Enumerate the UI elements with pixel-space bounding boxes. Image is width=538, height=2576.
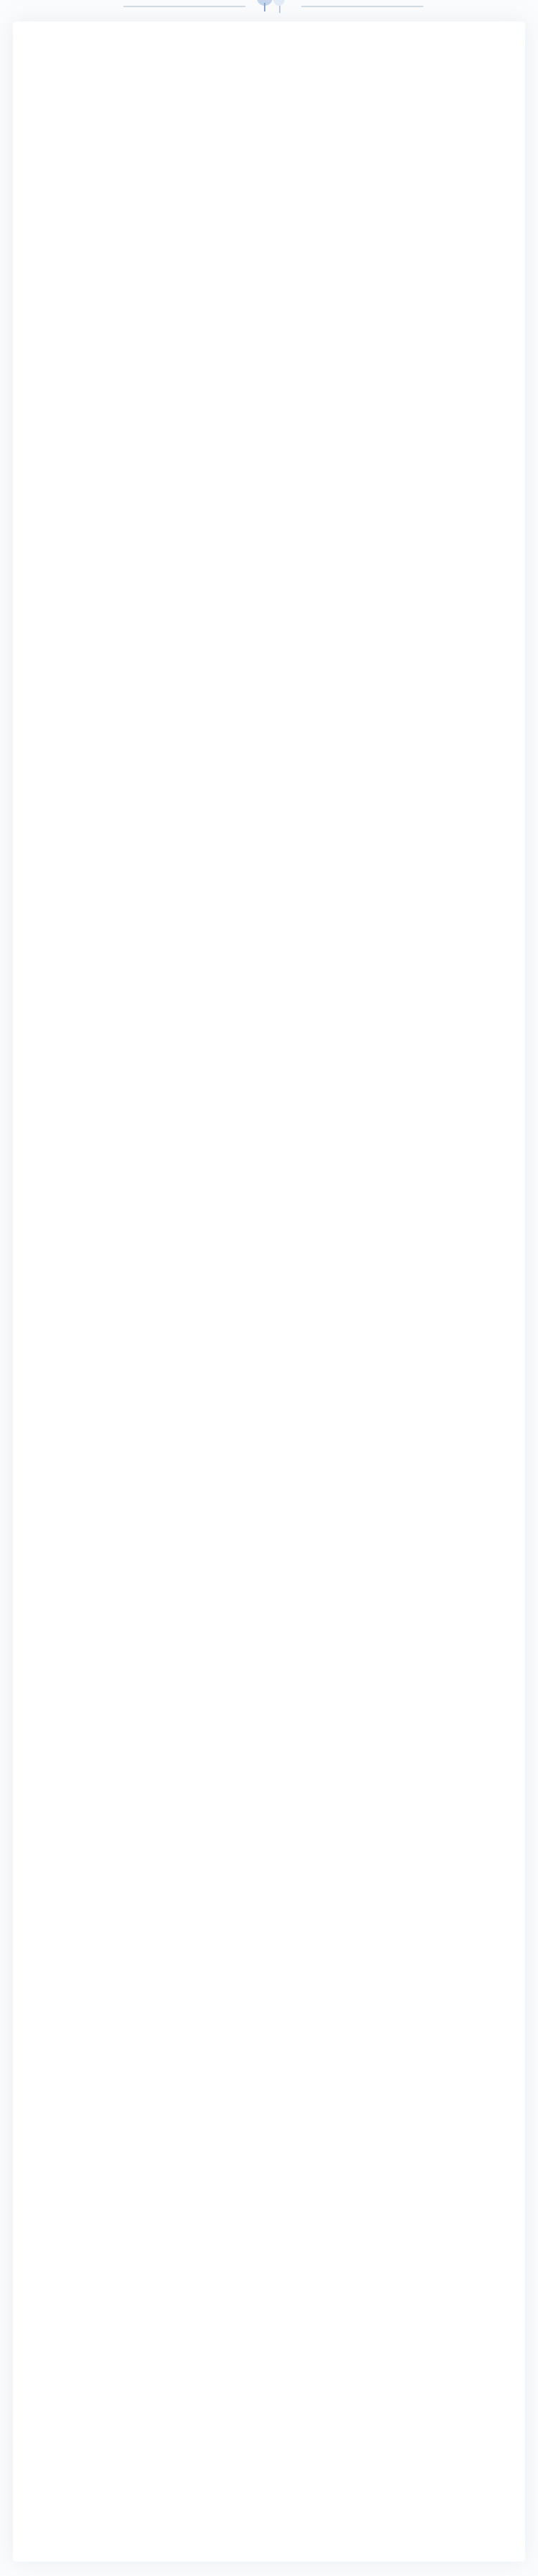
top-ornament xyxy=(0,0,538,22)
divider-line-left xyxy=(123,6,245,7)
divider-line-right xyxy=(301,6,423,7)
droplet-icon xyxy=(273,0,285,6)
droplet-stem xyxy=(264,3,265,11)
droplet-stem xyxy=(279,6,280,13)
